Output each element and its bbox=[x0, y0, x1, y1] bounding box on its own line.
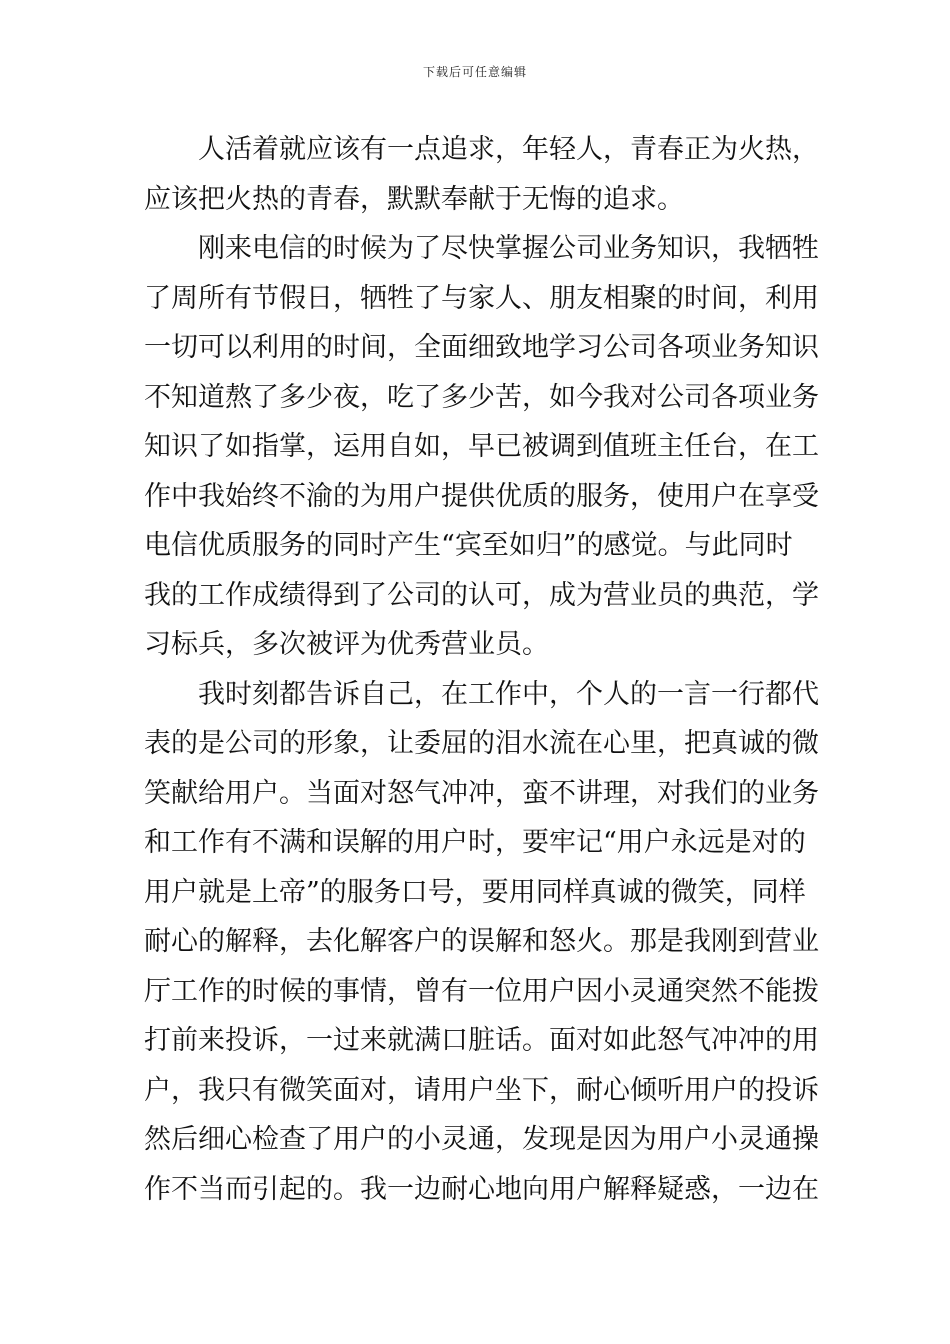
paragraph-line: 笑献给用户。当面对怒气冲冲，蛮不讲理，对我们的业务 bbox=[144, 777, 819, 809]
paragraph-line: 厅工作的时候的事情，曾有一位用户因小灵通突然不能拨 bbox=[144, 975, 819, 1007]
paragraph-line: 习标兵，多次被评为优秀营业员。 bbox=[144, 629, 549, 660]
paragraph-line: 电信优质服务的同时产生“宾至如归”的感觉。与此同时 bbox=[144, 530, 793, 561]
paragraph-line: 了周所有节假日，牺牲了与家人、朋友相聚的时间，利用 bbox=[144, 282, 819, 314]
paragraph-line: 刚来电信的时候为了尽快掌握公司业务知识，我牺牲 bbox=[198, 233, 819, 264]
paragraph-3 bbox=[144, 670, 819, 1215]
paragraph-line: 户，我只有微笑面对，请用户坐下，耐心倾听用户的投诉 bbox=[144, 1074, 819, 1106]
page-header: 下载后可任意编辑 bbox=[422, 65, 527, 79]
paragraph-line: 应该把火热的青春，默默奉献于无悔的追求。 bbox=[144, 183, 684, 215]
paragraph-line: 和工作有不满和误解的用户时，要牢记“用户永远是对的 bbox=[144, 827, 806, 858]
paragraph-line: 表的是公司的形象，让委屈的泪水流在心里，把真诚的微 bbox=[144, 728, 819, 759]
paragraph-line: 耐心的解释，去化解客户的误解和怒火。那是我刚到营业 bbox=[144, 926, 819, 957]
paragraph-line: 一切可以利用的时间，全面细致地学习公司各项业务知识 bbox=[144, 332, 819, 363]
paragraph-line: 我时刻都告诉自己，在工作中，个人的一言一行都代 bbox=[198, 678, 819, 710]
paragraph-line: 知识了如指掌，运用自如，早已被调到值班主任台，在工 bbox=[144, 431, 819, 462]
paragraph-2 bbox=[144, 224, 819, 670]
paragraph-line: 不知道熬了多少夜，吃了多少苦，如今我对公司各项业务 bbox=[144, 381, 819, 413]
paragraph-line: 用户就是上帝”的服务口号，要用同样真诚的微笑，同样 bbox=[144, 876, 806, 908]
paragraph-1 bbox=[144, 125, 819, 224]
paragraph-line: 然后细心检查了用户的小灵通，发现是因为用户小灵通操 bbox=[144, 1124, 819, 1155]
paragraph-line: 人活着就应该有一点追求，年轻人，青春正为火热， bbox=[198, 134, 819, 165]
paragraph-line: 我的工作成绩得到了公司的认可，成为营业员的典范，学 bbox=[144, 579, 819, 611]
paragraph-line: 打前来投诉，一过来就满口脏话。面对如此怒气冲冲的用 bbox=[144, 1025, 819, 1056]
paragraph-line: 作不当而引起的。我一边耐心地向用户解释疑惑，一边在 bbox=[144, 1173, 819, 1205]
document-body bbox=[144, 125, 819, 1214]
paragraph-line: 作中我始终不渝的为用户提供优质的服务，使用户在享受 bbox=[144, 480, 819, 512]
